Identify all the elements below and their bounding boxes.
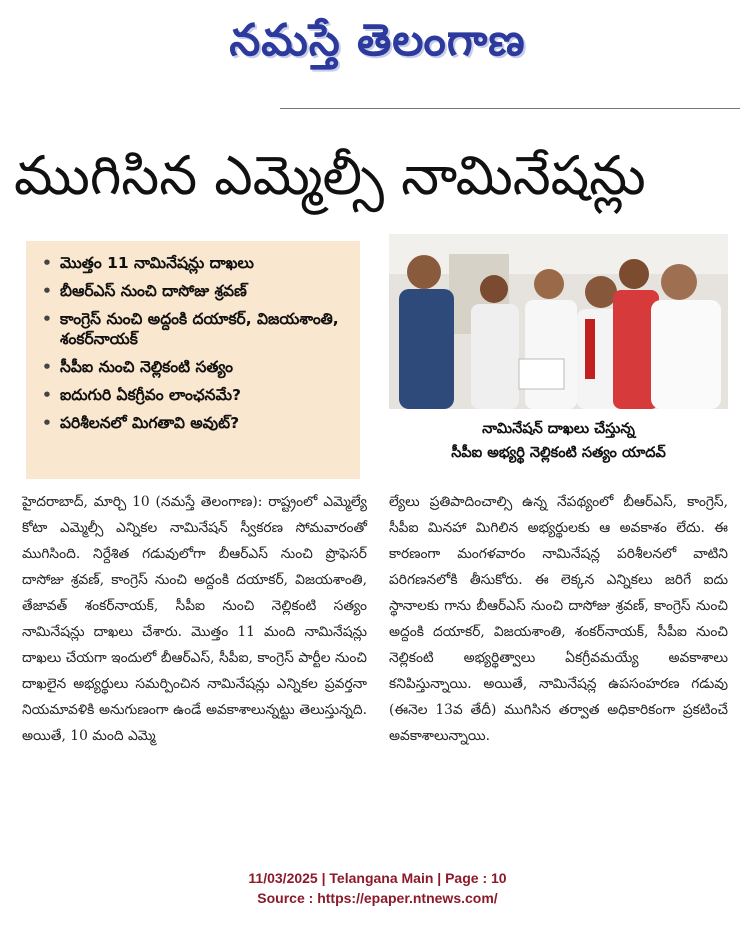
highlight-item: • ఐదుగురి ఏకగ్రీవం లాంఛనమే? [42,386,241,404]
highlight-item: • సీపీఐ నుంచి నెల్లికంటి సత్యం [42,358,233,376]
bullet-icon: • [42,282,52,300]
photo-caption [389,417,728,465]
highlight-item: • కాంగ్రెస్ నుంచి అద్దంకి దయాకర్, విజయశాంతి, శంకర్‌నాయక్ [42,310,339,348]
bullet-icon: • [42,254,52,272]
source-link[interactable]: Source : https://epaper.ntnews.com/ [257,890,498,906]
article-column-right [389,489,728,749]
header-divider [280,108,740,109]
bullet-icon: • [42,414,52,432]
newspaper-logo: నమస్తే తెలంగాణ [229,15,526,66]
article-column-left [22,489,367,749]
highlight-item: • బీఆర్‌ఎస్ నుంచి దాసోజు శ్రవణ్ [42,282,247,300]
article-headline: ముగిసిన ఎమ్మెల్సీ నామినేషన్లు [14,144,646,207]
highlight-item: • మొత్తం 11 నామినేషన్లు దాఖలు [42,254,254,272]
masthead [0,6,755,76]
page-footer [0,868,755,908]
bullet-icon: • [42,358,52,376]
bullet-icon: • [42,310,52,328]
caption-line-1: నామినేషన్ దాఖలు చేస్తున్న [482,421,635,437]
bullet-icon: • [42,386,52,404]
edition-info: 11/03/2025 | Telangana Main | Page : 10 [248,870,507,886]
highlights-list [26,241,360,433]
photo-illustration [389,234,728,409]
article-text: ల్యేలు ప్రతిపాదించాల్సి ఉన్న నేపథ్యంలో బీఆర్‌ఎస్, కాంగ్రెస్, సీపీఐ మినహా మిగిలిన అభ్యర్థులకు ఆ అవకాశం లేదు. ఈ కారణంగా మంగళవారం నామినేషన్ల పరిశీలనలో వాటిని పరిగణనలోకి తీసుకోరు. ఈ లెక్కన ఎన్నికలు జరిగే ఐదు స్థానాలకు గాను బీఆర్‌ఎస్ నుంచి దాసోజు శ్రవణ్, కాంగ్రెస్ నుంచి అద్దంకి దయాకర్, విజయశాంతి, శంకర్‌నాయక్, సీపీఐ నుంచి నెల్లికంటి అభ్యర్థిత్వాలు ఏకగ్రీవమయ్యే అవకాశాలు కనిపిస్తున్నాయి. అయితే, నామినేషన్ల ఉపసంహరణ గడువు (ఈనెల 13వ తేదీ) ముగిసిన తర్వాత అధికారికంగా ప్రకటించే అవకాశాలున్నాయి. [389,494,728,744]
article-text: హైదరాబాద్, మార్చి 10 (నమస్తే తెలంగాణ): రాష్ట్రంలో ఎమ్మెల్యే కోటా ఎమ్మెల్సీ ఎన్నికల నామినేషన్ స్వీకరణ సోమవారంతో ముగిసింది. నిర్దేశిత గడువులోగా బీఆర్‌ఎస్ నుంచి ప్రొఫెసర్ దాసోజు శ్రవణ్, కాంగ్రెస్ నుంచి అద్దంకి దయాకర్, విజయశాంతి, తేజావత్ శంకర్‌నాయక్, సీపీఐ నుంచి నెల్లికంటి సత్యం నామినేషన్లు దాఖలు చేశారు. మొత్తం 11 మంది నామినేషన్లు దాఖలు చేయగా ఇందులో బీఆర్‌ఎస్, సీపీఐ, కాంగ్రెస్ పార్టీల నుంచి దాఖలైన అభ్యర్థులు సమర్పించిన నామినేషన్లు ఎన్నికల ప్రవర్తనా నియమావళికి అనుగుణంగా ఉండే అవకాశాలున్నట్టు తెలుస్తున్నది. అయితే, 10 మంది ఎమ్మె [22,494,367,744]
caption-line-2: సీపీఐ అభ్యర్థి నెల్లికంటి సత్యం యాదవ్ [451,445,666,461]
news-photo [389,234,728,409]
highlight-item: • పరిశీలనలో మిగతావి అవుట్? [42,414,240,432]
highlights-box [26,241,360,479]
